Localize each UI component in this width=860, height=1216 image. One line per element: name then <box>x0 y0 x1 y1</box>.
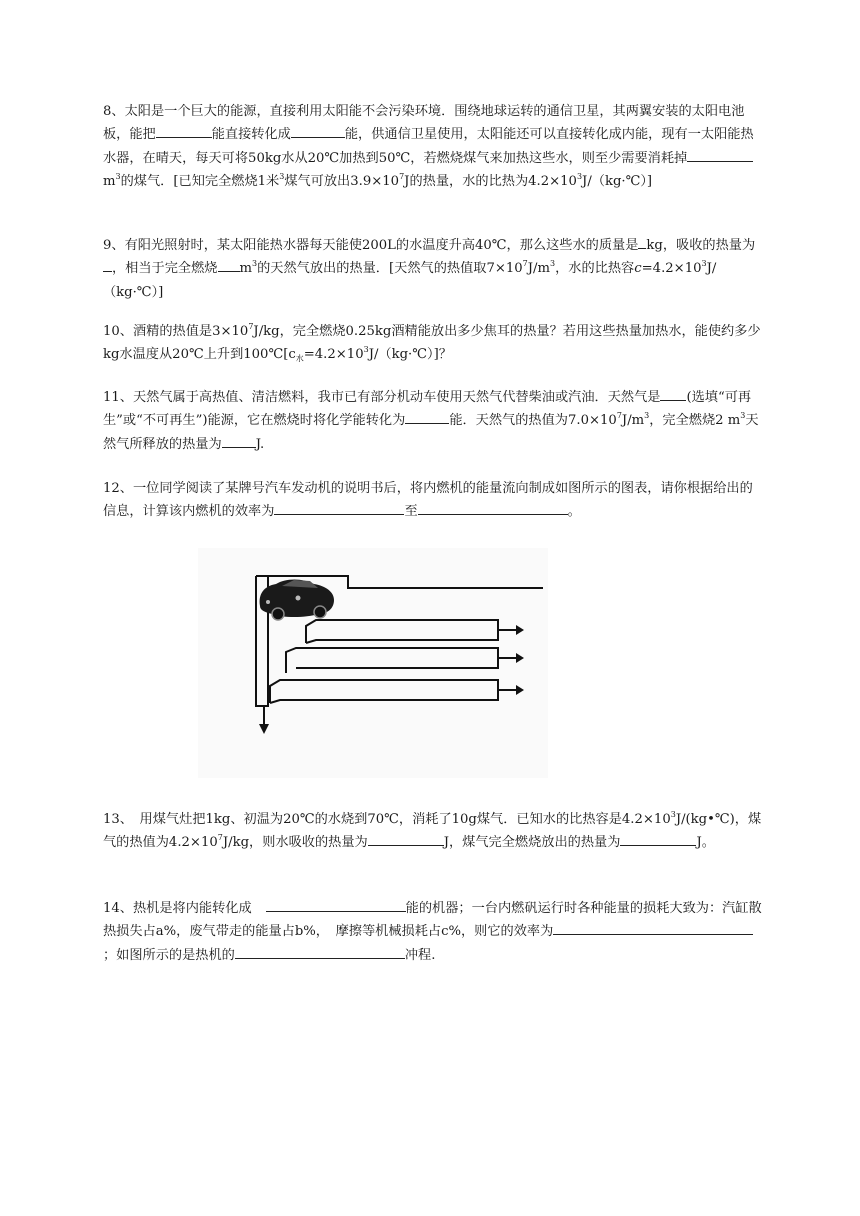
q10-text-2: J/kg，完全燃烧0.25kg酒精能放出多少焦耳的热量？若用这些热量加热水，能使约多少kg水温度从20℃上升到100℃[c <box>103 324 761 363</box>
q10-text-3: =4.2×10 <box>303 347 364 363</box>
q13-blank-2[interactable] <box>620 831 696 846</box>
q8-exp-1: 3 <box>115 172 121 182</box>
exhaust-arrow-head <box>516 625 524 635</box>
q8-exp-2: 3 <box>279 172 285 182</box>
q11-text-4: J/m <box>621 413 645 429</box>
q10-subscript: 水 <box>295 354 304 364</box>
q9-text-7: ，水的比热容 <box>555 261 635 277</box>
q9-blank-2[interactable] <box>103 257 112 272</box>
q14-blank-1[interactable] <box>266 897 406 912</box>
q11-exp-3: 3 <box>740 411 746 421</box>
question-12 <box>103 477 763 524</box>
q8-text-7: J的热量，水的比热为4.2×10 <box>404 174 577 190</box>
friction-branch <box>270 680 498 703</box>
q11-text-2: (选填“可再生”或“不可再生”)能源，它在燃烧时将化学能转化为 <box>103 390 752 429</box>
q11-blank-3[interactable] <box>222 433 256 448</box>
friction-arrow-head <box>516 685 524 695</box>
q10-exp-1: 7 <box>248 322 254 331</box>
q9-text-8: =4.2×10 <box>641 261 702 277</box>
q9-text-6: J/m <box>527 261 551 277</box>
cooling-branch <box>286 648 498 673</box>
q11-blank-1[interactable] <box>660 386 686 401</box>
q13-exp-1: 3 <box>670 810 676 819</box>
q8-text-6: 煤气可放出3.9×10 <box>284 174 400 190</box>
q14-text-2: 能的机器；一台内燃矾运行时各种能量的损耗大致为：汽缸散热损失占a%，废气带走的能量占b%， 摩擦等机械损耗占c%，则它的效率为 <box>103 901 762 940</box>
question-14 <box>103 897 763 967</box>
q8-exp-4: 3 <box>576 172 583 182</box>
q8-text-2: 能直接转化成 <box>211 127 291 143</box>
q8-text-8: J/（kg·℃）] <box>582 174 653 190</box>
q9-exp-1: 3 <box>252 259 258 269</box>
q14-blank-2[interactable] <box>553 920 753 935</box>
q13-text-1: 13、 用煤气灶把1kg、初温为20℃的水烧到70℃，消耗了10g煤气．已知水的比热容是4.2×10 <box>103 812 671 827</box>
q8-blank-2[interactable] <box>291 123 345 138</box>
car-highlight-icon <box>296 596 301 601</box>
q14-text-3: ；如图所示的是热机的 <box>103 947 235 963</box>
car-wheel-rear-icon <box>314 606 326 618</box>
q10-text-4: J/（kg·℃）]？ <box>368 347 452 363</box>
q12-blank-2[interactable] <box>418 500 568 515</box>
q11-exp-2: 3 <box>644 411 650 421</box>
cooling-arrow-head <box>516 653 524 663</box>
q9-exp-2: 7 <box>522 259 528 269</box>
car-icon <box>260 580 334 621</box>
q8-text-5: 的煤气．[已知完全燃烧1米 <box>120 174 280 190</box>
question-9 <box>103 234 763 304</box>
q12-blank-1[interactable] <box>274 500 404 515</box>
question-11 <box>103 386 763 456</box>
question-13 <box>103 808 763 855</box>
question-10 <box>103 320 763 367</box>
q8-text-1: 8、太阳是一个巨大的能源，直接利用太阳能不会污染环境．围绕地球运转的通信卫星，其两翼安装的太阳电池板，能把 <box>103 104 745 143</box>
q8-exp-3: 7 <box>399 172 405 182</box>
q14-text-4: 冲程. <box>404 947 436 963</box>
q8-text-3: 能，供通信卫星使用，太阳能还可以直接转化成内能，现有一太阳能热水器，在晴天，每天可将50kg水从20℃加热到50℃，若燃烧煤气来加热这些水，则至少需要消耗掉 <box>103 127 754 166</box>
q9-exp-4: 3 <box>701 259 707 269</box>
energy-flow-diagram <box>198 548 548 778</box>
q8-blank-1[interactable] <box>156 123 212 138</box>
q9-blank-3[interactable] <box>218 257 240 272</box>
q10-text-1: 10、酒精的热值是3×10 <box>103 324 249 339</box>
q12-text-3: 。 <box>567 504 581 520</box>
q9-exp-3: 3 <box>550 259 556 269</box>
q11-blank-2[interactable] <box>405 409 449 424</box>
q11-text-3: 能．天然气的热值为7.0×10 <box>449 413 617 429</box>
q11-exp-1: 7 <box>616 411 622 421</box>
q13-exp-2: 7 <box>217 833 223 843</box>
q12-text-2: 至 <box>404 504 418 520</box>
q11-text-1: 11、天然气属于高热值、清洁燃料，我市已有部分机动车使用天然气代替柴油或汽油．天然气是 <box>103 390 661 405</box>
question-8 <box>103 100 763 194</box>
q13-text-4: J，煤气完全燃烧放出的热量为 <box>443 835 621 851</box>
useful-work-arrow-head <box>259 724 269 734</box>
q13-blank-1[interactable] <box>368 831 444 846</box>
car-light-icon <box>266 600 270 604</box>
q10-exp-2: 3 <box>363 345 369 355</box>
q9-text-3: ，相当于完全燃烧 <box>112 261 218 277</box>
q11-text-6: 天然气所释放的热量为 <box>103 413 759 452</box>
q14-blank-3[interactable] <box>235 944 405 959</box>
q13-text-3: J/kg，则水吸收的热量为 <box>222 835 368 851</box>
exhaust-branch <box>306 620 498 643</box>
energy-flow-figure <box>198 548 548 778</box>
q12-text-1: 12、一位同学阅读了某牌号汽车发动机的说明书后，将内燃机的能量流向制成如图所示的图表，请你根据给出的信息，计算该内燃机的效率为 <box>103 481 753 520</box>
q11-text-5: ，完全燃烧2 m <box>649 413 741 429</box>
q9-c-symbol: c <box>634 261 642 277</box>
q8-blank-3[interactable] <box>687 147 753 162</box>
car-wheel-front-icon <box>272 608 284 620</box>
q9-text-2: kg，吸收的热量为 <box>646 238 756 253</box>
q11-text-7: J. <box>255 436 265 452</box>
q13-text-5: J。 <box>696 835 715 851</box>
q9-text-9: J/（kg·℃）] <box>103 261 717 300</box>
q9-text-5: 的天然气放出的热量．[天然气的热值取7×10 <box>257 261 523 277</box>
q9-text-1: 9、有阳光照射时，某太阳能热水器每天能使200L的水温度升高40℃，那么这些水的质量是 <box>103 238 639 253</box>
q13-text-2: J/(kg•℃)，煤气的热值为4.2×10 <box>103 812 762 851</box>
q9-text-4: m <box>239 261 253 277</box>
q8-text-4: m <box>103 174 116 190</box>
q14-text-1: 14、热机是将内能转化成 <box>103 901 252 916</box>
